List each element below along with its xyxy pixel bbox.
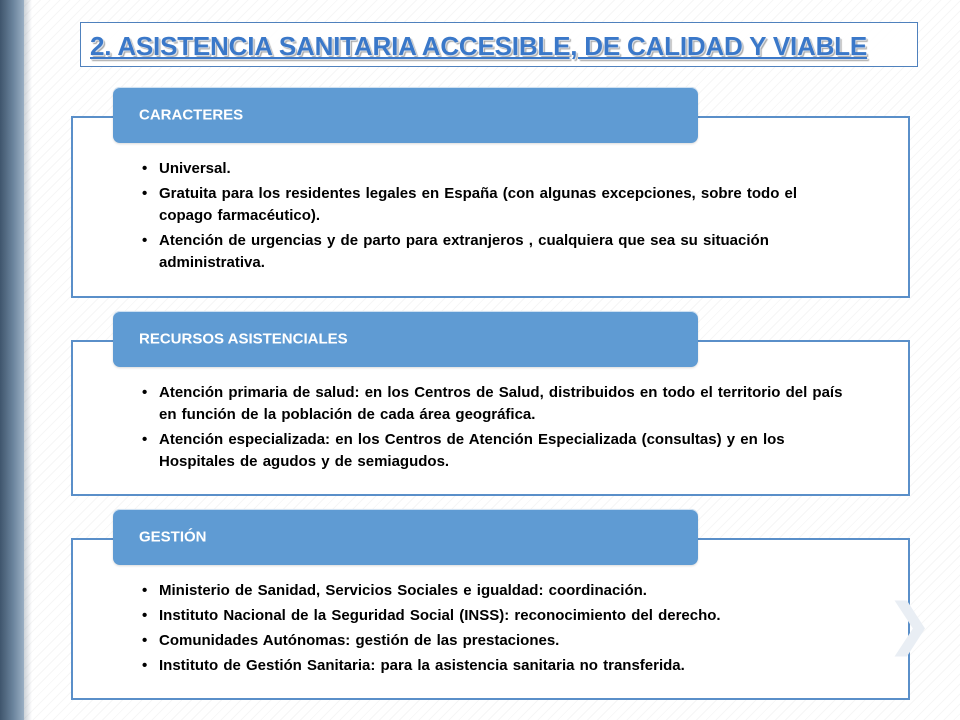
section-gestion-header	[113, 509, 698, 565]
bullet-icon: •	[142, 384, 148, 401]
bullet-icon: •	[142, 582, 148, 599]
slide-title-box	[80, 22, 918, 67]
slide-side-bar	[0, 0, 24, 720]
section-gestion-list	[139, 580, 848, 680]
section-caracteres-header	[113, 87, 698, 143]
bullet-icon: •	[142, 607, 148, 624]
bullet-icon: •	[142, 232, 148, 249]
list-item: • Atención especializada: en los Centros de Atención Especializada (consultas) y en los Hospitales de agudos y de semiagudos.	[142, 431, 785, 470]
list-item: • Ministerio de Sanidad, Servicios Sociales e igualdad: coordinación.	[139, 580, 848, 602]
bullet-icon: •	[142, 185, 148, 202]
list-item: • Comunidades Autónomas: gestión de las prestaciones.	[139, 630, 848, 652]
bullet-icon: •	[142, 632, 148, 649]
bullet-icon: •	[142, 431, 148, 448]
section-recursos-header	[113, 311, 698, 367]
bullet-icon: •	[142, 160, 148, 177]
list-item: • Universal.	[139, 158, 848, 180]
slide-side-bar-shadow	[24, 0, 32, 720]
section-header-label: RECURSOS ASISTENCIALES	[139, 330, 348, 348]
section-header-label: GESTIÓN	[139, 528, 207, 546]
list-item: • Instituto de Gestión Sanitaria: para la asistencia sanitaria no transferida.	[139, 655, 848, 677]
section-caracteres-body	[71, 116, 910, 298]
list-item: • Atención de urgencias y de parto para extranjeros , cualquiera que sea su situación administrativa.	[142, 232, 769, 271]
list-item: • Atención primaria de salud: en los Centros de Salud, distribuidos en todo el territorio del país en función de la población de cada área geográfica.	[142, 384, 843, 423]
next-slide-chevron-icon[interactable]: ❯	[886, 592, 933, 655]
slide-title: 2. ASISTENCIA SANITARIA ACCESIBLE, DE CALIDAD Y VIABLE	[90, 31, 867, 61]
section-caracteres-list	[139, 158, 848, 277]
list-item: • Instituto Nacional de la Seguridad Social (INSS): reconocimiento del derecho.	[139, 605, 848, 627]
section-header-label: CARACTERES	[139, 106, 244, 124]
bullet-icon: •	[142, 657, 148, 674]
list-item: • Gratuita para los residentes legales en España (con algunas excepciones, sobre todo el copago farmacéutico).	[142, 185, 798, 224]
section-recursos-list	[139, 382, 848, 476]
